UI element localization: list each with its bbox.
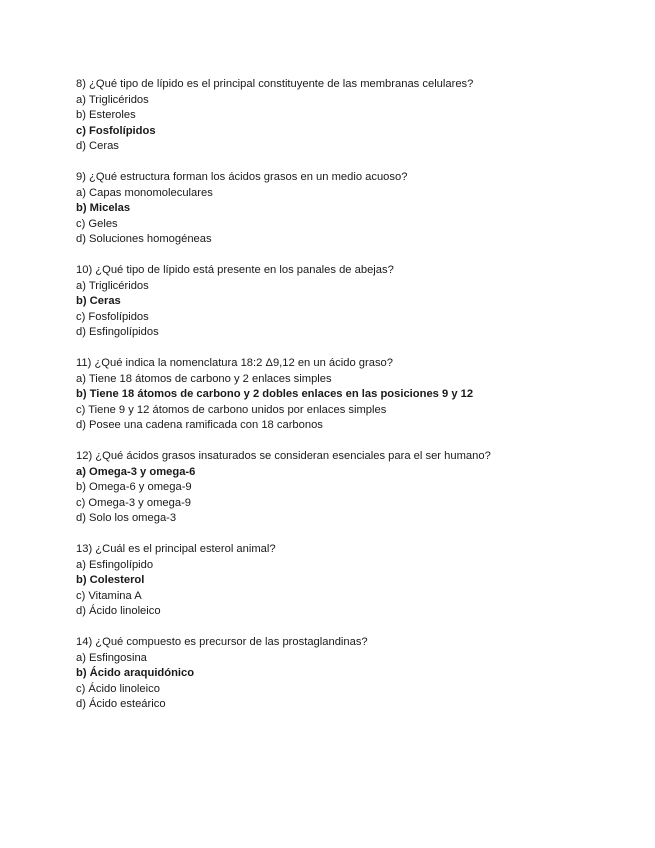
question-prompt: 14) ¿Qué compuesto es precursor de las prostaglandinas? <box>76 636 368 648</box>
option-c: c) Vitamina A <box>76 589 142 602</box>
option-d: d) Ceras <box>76 140 119 152</box>
question-8 <box>76 77 636 155</box>
question-prompt: 12) ¿Qué ácidos grasos insaturados se consideran esenciales para el ser humano? <box>76 450 491 462</box>
option-a: a) Triglicéridos <box>76 279 149 292</box>
option-b-correct: b) Colesterol <box>76 574 145 586</box>
question-14 <box>76 635 636 713</box>
option-d: d) Ácido linoleico <box>76 605 161 617</box>
option-c: c) Geles <box>76 217 118 230</box>
option-c: c) Fosfolípidos <box>76 310 149 323</box>
option-c: c) Tiene 9 y 12 átomos de carbono unidos por enlaces simples <box>76 403 387 416</box>
option-a: a) Capas monomoleculares <box>76 186 213 199</box>
question-10 <box>76 263 636 341</box>
question-prompt: 8) ¿Qué tipo de lípido es el principal constituyente de las membranas celulares? <box>76 78 474 90</box>
question-prompt: 13) ¿Cuál es el principal esterol animal? <box>76 543 276 555</box>
question-9 <box>76 170 636 248</box>
option-b-correct: b) Ceras <box>76 295 121 307</box>
option-b-correct: b) Tiene 18 átomos de carbono y 2 dobles enlaces en las posiciones 9 y 12 <box>76 388 474 400</box>
question-prompt: 10) ¿Qué tipo de lípido está presente en los panales de abejas? <box>76 264 394 276</box>
option-a-correct: a) Omega-3 y omega-6 <box>76 465 196 478</box>
option-b-correct: b) Ácido araquidónico <box>76 667 195 679</box>
option-c: c) Omega-3 y omega-9 <box>76 496 192 509</box>
option-c: c) Ácido linoleico <box>76 682 160 695</box>
option-a: a) Triglicéridos <box>76 93 149 106</box>
option-d: d) Soluciones homogéneas <box>76 233 212 245</box>
question-12 <box>76 449 636 527</box>
option-c-correct: c) Fosfolípidos <box>76 124 156 137</box>
question-prompt: 11) ¿Qué indica la nomenclatura 18:2 Δ9,12 en un ácido graso? <box>76 357 393 369</box>
question-prompt: 9) ¿Qué estructura forman los ácidos grasos en un medio acuoso? <box>76 171 408 183</box>
option-d: d) Solo los omega-3 <box>76 512 177 524</box>
option-a: a) Esfingosina <box>76 651 147 664</box>
option-b-correct: b) Micelas <box>76 202 131 214</box>
question-13 <box>76 542 636 620</box>
option-a: a) Tiene 18 átomos de carbono y 2 enlaces simples <box>76 372 332 385</box>
document-page <box>76 77 636 728</box>
option-d: d) Esfingolípidos <box>76 326 159 338</box>
option-d: d) Ácido esteárico <box>76 698 166 710</box>
option-d: d) Posee una cadena ramificada con 18 carbonos <box>76 419 323 431</box>
option-b: b) Omega-6 y omega-9 <box>76 481 192 493</box>
option-b: b) Esteroles <box>76 109 136 121</box>
option-a: a) Esfingolípido <box>76 558 154 571</box>
question-11 <box>76 356 636 434</box>
